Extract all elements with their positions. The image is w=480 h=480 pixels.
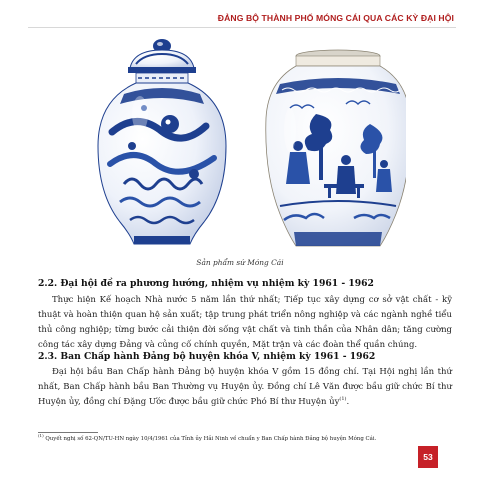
section-body-2-3-text: Đại hội bầu Ban Chấp hành Đảng bộ huyện khóa V gồm 15 đồng chí. Tại Hội nghị lần thứ nhất, Ban Chấp hành bầu Ban Thường vụ Huyện ủy. Đồng chí Lê Văn được bầu giữ chức Bí thư Huyện ủy, đồng chí Đặng Ước được bầu giữ chức Phó Bí thư Huyện ủy xyxy=(38,367,452,407)
section-heading-2-2: 2.2. Đại hội đề ra phương hướng, nhiệm vụ nhiệm kỳ 1961 - 1962 xyxy=(38,278,374,289)
footnote-text: Quyết nghị số 62-QN/TU-HN ngày 10/4/1961 của Tỉnh ủy Hải Ninh về chuẩn y Ban Chấp hành Đảng bộ huyện Móng Cái. xyxy=(43,436,377,442)
header-rule xyxy=(28,27,456,28)
section-heading-2-3: 2.3. Ban Chấp hành Đảng bộ huyện khóa V, nhiệm kỳ 1961 - 1962 xyxy=(38,351,376,362)
figure-caption: Sản phẩm sứ Móng Cái xyxy=(196,258,284,267)
footnote-reference[interactable]: (1) xyxy=(339,396,347,403)
lidded-dragon-jar xyxy=(98,39,226,244)
footnote xyxy=(38,433,456,442)
porcelain-photo xyxy=(84,34,406,256)
figure-scene-vase xyxy=(266,50,406,246)
page-number: 53 xyxy=(423,452,433,462)
section-body-2-2 xyxy=(38,293,452,353)
section-body-2-3 xyxy=(38,365,452,410)
page-number-badge xyxy=(418,446,438,468)
running-header: ĐẢNG BỘ THÀNH PHỐ MÓNG CÁI QUA CÁC KỲ ĐẠI HỘI xyxy=(217,13,454,23)
footnote-marker: (1) xyxy=(38,433,44,439)
footnote-rule xyxy=(38,432,98,433)
section-body-2-2-text: Thực hiện Kế hoạch Nhà nước 5 năm lần thứ nhất; Tiếp tục xây dựng cơ sở vật chất - kỹ thuật và hoàn thiện quan hệ sản xuất; tập trung phát triển nông nghiệp và các ngành nghề tiểu thủ công nghiệp; từng bước cải thiện đời sống vật chất và tinh thần của Nhân dân; tăng cường công tác xây dựng Đảng và củng cố chính quyền, Mặt trận và các đoàn thể quần chúng. xyxy=(38,295,452,350)
sentence-end: . xyxy=(346,397,350,407)
